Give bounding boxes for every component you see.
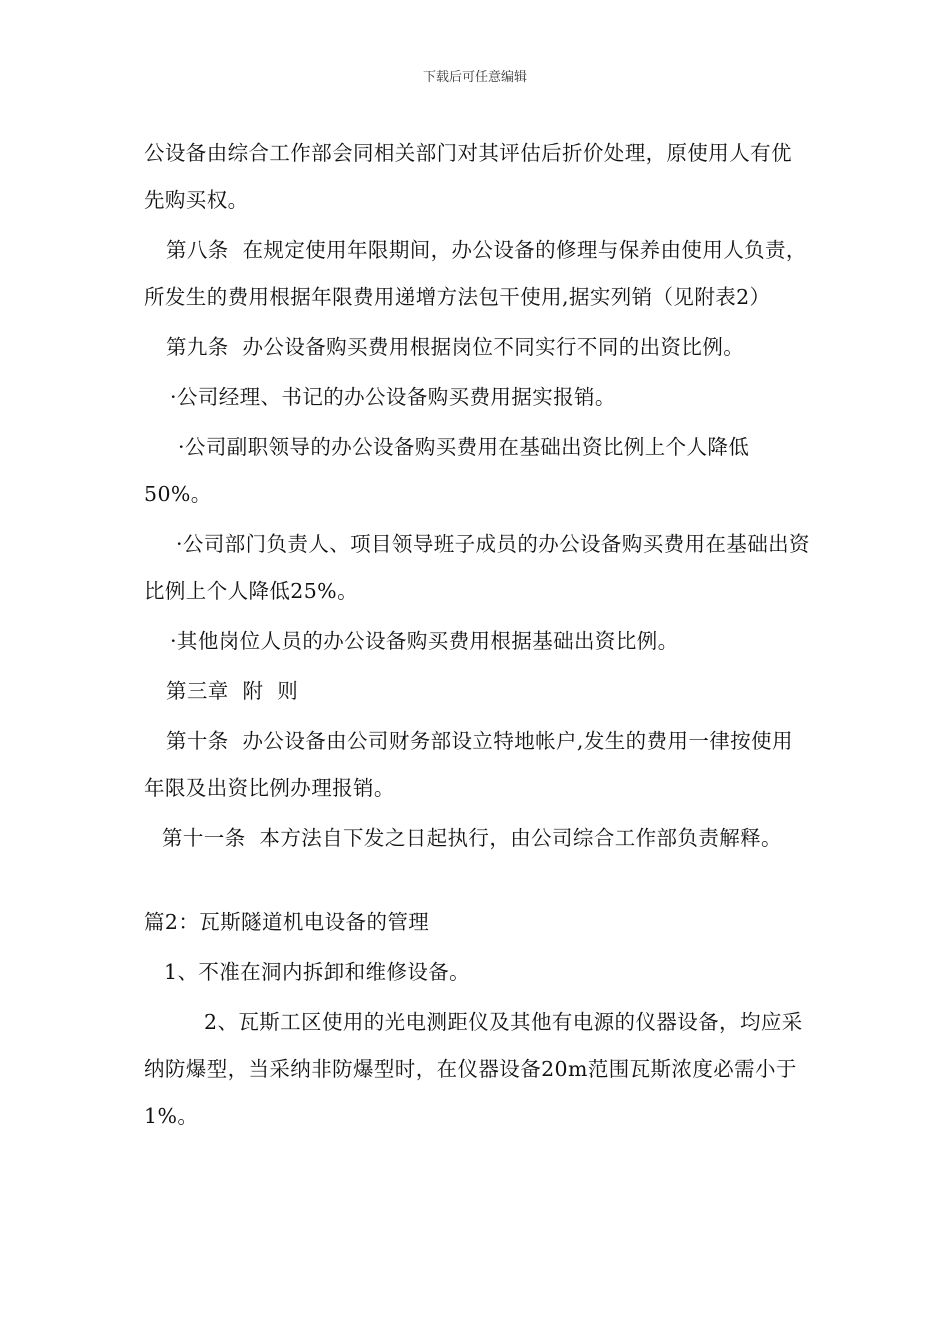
item-1: 1、不准在洞内拆卸和维修设备。 — [164, 960, 471, 984]
article-8: 第八条 在规定使用年限期间，办公设备的修理与保养由使用人负责，所发生的费用根据年限费用递增方法包干使用,据实列销（见附表2） — [144, 238, 807, 309]
article-9: 第九条 办公设备购买费用根据岗位不同实行不同的出资比例。 — [166, 335, 745, 359]
document-body — [144, 130, 810, 1143]
bullet-manager: ·公司经理、书记的办公设备购买费用据实报销。 — [170, 385, 616, 409]
article-10: 第十条 办公设备由公司财务部设立特地帐户,发生的费用一律按使用年限及出资比例办理报销。 — [144, 729, 793, 800]
chapter-heading: 第三章 附 则 — [166, 679, 299, 703]
bullet-deputy: ·公司副职领导的办公设备购买费用在基础出资比例上个人降低50%。 — [144, 435, 750, 506]
bullet-department-head: ·公司部门负责人、项目领导班子成员的办公设备购买费用在基础出资比例上个人降低25%。 — [144, 532, 810, 603]
bullet-other-staff: ·其他岗位人员的办公设备购买费用根据基础出资比例。 — [170, 629, 679, 653]
paragraph-disposal: 公设备由综合工作部会同相关部门对其评估后折价处理，原使用人有优先购买权。 — [144, 141, 792, 212]
section-gap — [144, 865, 810, 899]
page-header: 下载后可任意编辑 — [422, 70, 527, 85]
section-2-title: 篇2：瓦斯隧道机电设备的管理 — [144, 910, 430, 934]
article-11: 第十一条 本方法自下发之日起执行，由公司综合工作部负责解释。 — [162, 826, 782, 850]
item-2: 2、瓦斯工区使用的光电测距仪及其他有电源的仪器设备，均应采纳防爆型，当采纳非防爆型时，在仪器设备20m范围瓦斯浓度必需小于1%。 — [144, 1010, 803, 1128]
